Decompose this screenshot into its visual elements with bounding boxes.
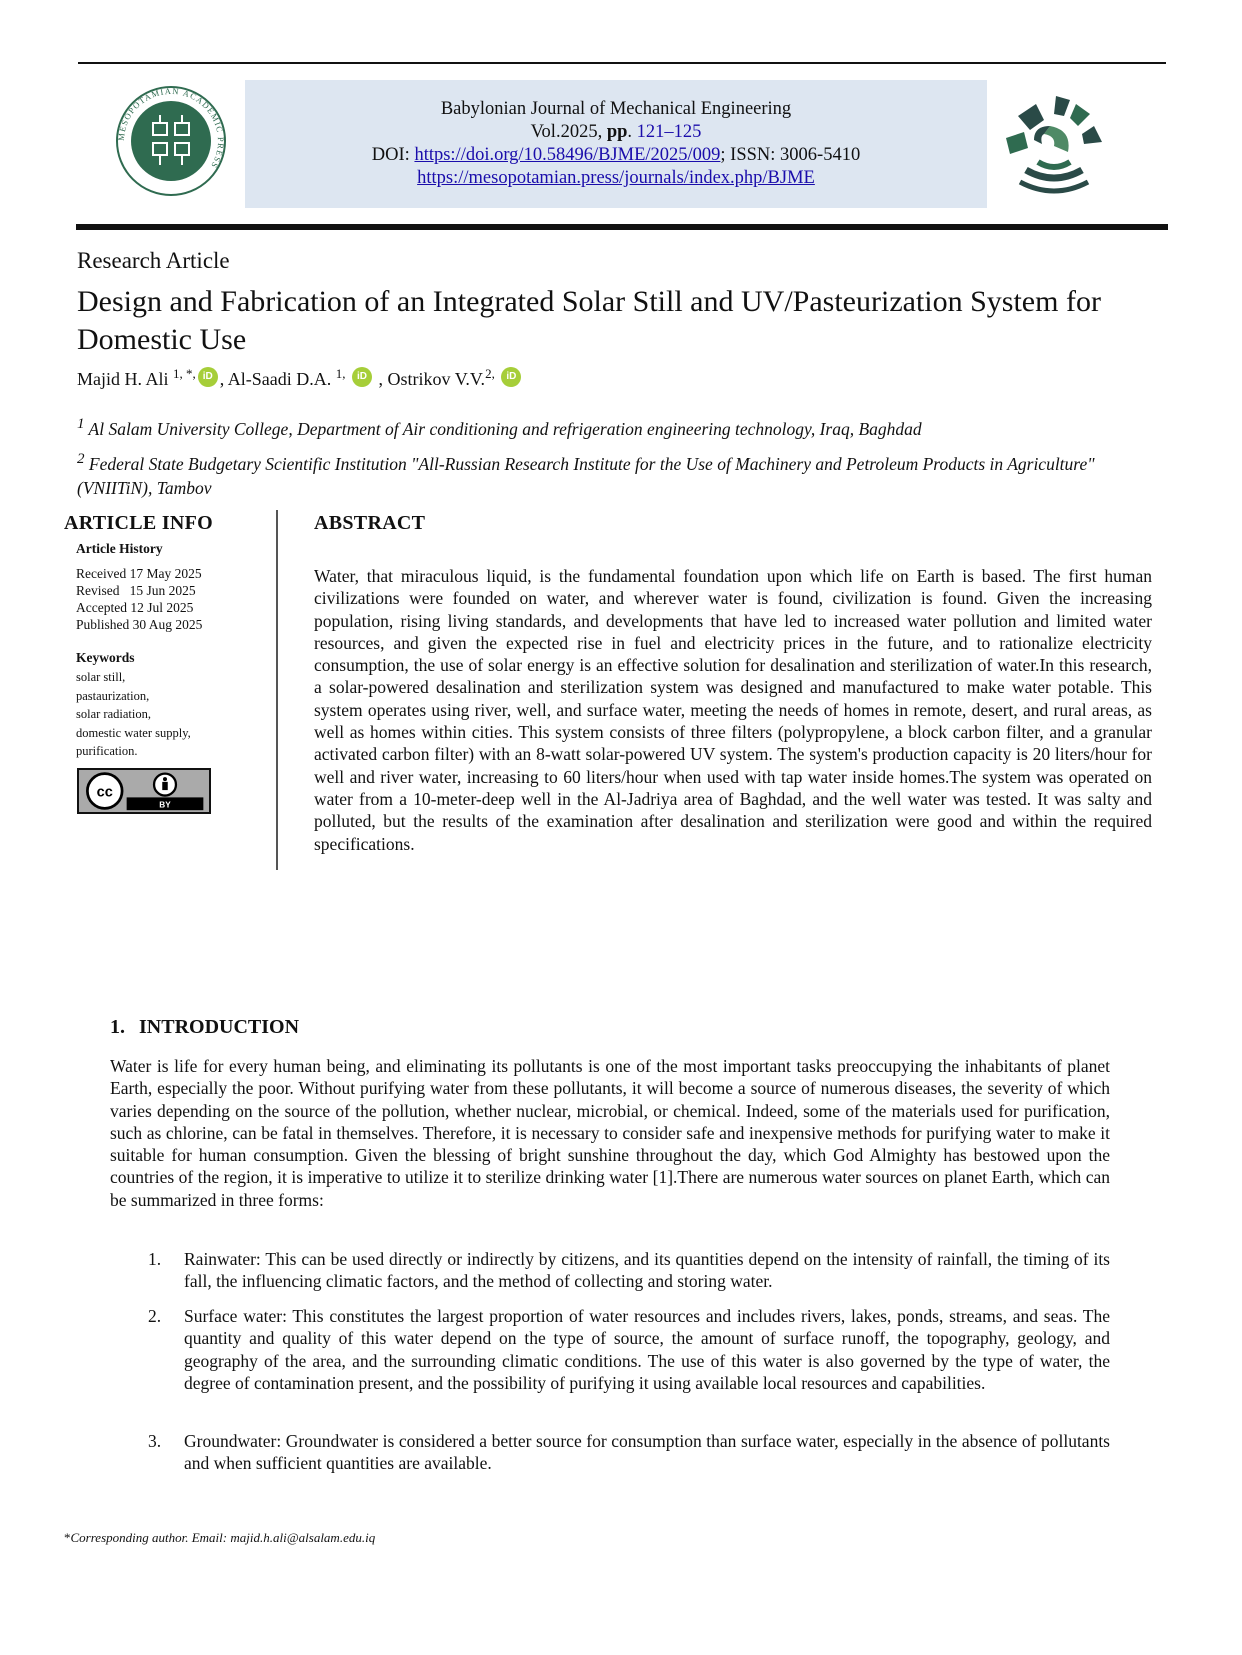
list-text: Rainwater: This can be used directly or indirectly by citizens, and its quantities depend on the intensity of rainfall, the timing of its fall, the influencing climatic factors, and the method of collecting and storing water. — [184, 1249, 1110, 1292]
author-affiliation-mark: 2, — [485, 366, 495, 381]
abstract-heading: ABSTRACT — [314, 512, 426, 534]
doi-link[interactable]: https://doi.org/10.58496/BJME/2025/009 — [414, 145, 721, 165]
author-affiliation-mark: 1, *, — [173, 366, 196, 381]
list-number: 3. — [148, 1431, 162, 1451]
cc-by-license-badge[interactable] — [77, 768, 211, 814]
volume-pages: Vol.2025, pp. 121–125 — [530, 122, 702, 142]
introduction-paragraph: Water is life for every human being, and eliminating its pollutants is one of the most important tasks preoccupying the inhabitants of planet Earth, especially the poor. Without purifying water from these pollutants, it will become a source of numerous diseases, the severity of which varies depending on the source of the pollution, whether nuclear, microbial, or chemical. Indeed, some of the materials used for purification, such as chlorine, can be fatal in themselves. Therefore, it is necessary to consider safe and inexpensive methods for purifying water to make it suitable for human consumption. Given the blessing of bright sunshine throughout the day, which God Almighty has bestowed upon the countries of the region, it is imperative to utilize it to sterilize drinking water [1].There are numerous water sources on planet Earth, which can be summarized in three forms: — [110, 1056, 1110, 1210]
keyword: solar still, — [76, 670, 126, 684]
author-affiliation-mark: 1, — [335, 366, 346, 381]
article-history — [76, 565, 202, 633]
list-number: 1. — [148, 1249, 162, 1269]
page-title: Design and Fabrication of an Integrated Solar Still and UV/Pasteurization System for Domestic Use — [77, 285, 1101, 356]
keywords-list — [76, 668, 191, 761]
journal-url-line — [245, 167, 987, 190]
column-divider — [276, 510, 278, 870]
affiliation-text: Federal State Budgetary Scientific Institution "All-Russian Research Institute for the Use of Machinery and Petroleum Products in Agriculture" (VNIITiN), Tambov — [77, 453, 1095, 498]
issn: ; ISSN: 3006-5410 — [720, 145, 861, 165]
keyword: purification. — [76, 744, 138, 758]
article-type: Research Article — [77, 248, 230, 273]
keyword: pastaurization, — [76, 688, 150, 703]
mesopotamian-press-logo — [115, 85, 227, 197]
section-number: 1. — [110, 1016, 125, 1038]
history-published: Published 30 Aug 2025 — [76, 617, 203, 632]
journal-emblem-logo — [998, 86, 1110, 198]
page-range: 121–125 — [636, 122, 702, 142]
header-rule — [76, 224, 1168, 230]
orcid-icon[interactable]: iD — [198, 367, 218, 387]
footnote-text: Corresponding author. Email: majid.h.ali@alsalam.edu.iq — [70, 1530, 376, 1545]
doi-label: DOI: — [371, 145, 415, 165]
history-revised: Revised 15 Jun 2025 — [76, 583, 196, 598]
history-received: Received 17 May 2025 — [76, 566, 202, 581]
pp-label: pp — [606, 122, 628, 142]
affiliation-text: Al Salam University College, Department of Air conditioning and refrigeration engineering technology, Iraq, Baghdad — [84, 418, 922, 439]
doi-line — [245, 144, 987, 167]
author-list — [77, 366, 523, 390]
journal-info-box — [245, 80, 987, 208]
by-text: BY — [159, 800, 171, 810]
keyword: solar radiation, — [76, 707, 151, 721]
svg-text:MESOPOTAMIAN ACADEMIC PRESS: MESOPOTAMIAN ACADEMIC PRESS — [115, 85, 227, 171]
article-info-heading: ARTICLE INFO — [64, 512, 214, 534]
affiliation-number: 2 — [77, 451, 85, 467]
author-name: , Al-Saadi D.A. — [219, 369, 336, 389]
author-name: Majid H. Ali — [77, 369, 174, 389]
cc-text: cc — [96, 784, 113, 801]
list-number: 2. — [148, 1306, 162, 1326]
keyword: domestic water supply, — [76, 725, 191, 740]
affiliation-number: 1 — [77, 416, 85, 432]
corresponding-author-footnote — [64, 1530, 375, 1546]
abstract-text: Water, that miraculous liquid, is the fundamental foundation upon which life on Earth is based. The first human civilizations were founded on water, and wherever water is found, civilization is found. Given the increasing population, rising living standards, and developments that have led to increased water pollution and limited water resources, and given the expected rise in fuel and electricity prices in the future, and to rationalize electricity consumption, the use of solar energy is an effective solution for desalination and sterilization of water.In this research, a solar-powered desalination and sterilization system was designed and manufactured to make water potable. This system operates using river, well, and surface water, meeting the needs of homes in remote, desert, and rural areas, as well as homes within cities. This system consists of three filters (polypropylene, a block carbon filter, and a granular activated carbon filter) with an 8-watt solar-powered UV system. The system's production capacity is 20 liters/hour for well and river water, increasing to 60 liters/hour when used with tap water inside homes.The system was operated on water from a 10-meter-deep well in the Al-Jadriya area of Baghdad, and the well water was tested. It was salty and polluted, but the results of the examination after desalination and sterilization were good and within the required specifications. — [314, 566, 1152, 854]
orcid-icon[interactable]: iD — [501, 367, 521, 387]
author-name: , Ostrikov V.V. — [374, 369, 486, 389]
list-text: Groundwater: Groundwater is considered a better source for consumption than surface water, especially in the absence of pollutants and when sufficient quantities are available. — [184, 1431, 1110, 1474]
list-text: Surface water: This constitutes the largest proportion of water resources and includes rivers, lakes, ponds, streams, and seas. The quantity and quality of this water depend on the type of source, the amount of surface runoff, the topography, geology, and geography of the area, and the surrounding climatic conditions. The use of this water is also governed by the type of water, the degree of contamination present, and the possibility of purifying it using available local resources and capabilities. — [184, 1306, 1110, 1393]
affiliation-2 — [77, 447, 1172, 500]
article-history-label: Article History — [76, 541, 163, 556]
footnote-star: * — [64, 1530, 71, 1545]
section-title: INTRODUCTION — [139, 1016, 300, 1038]
keywords-label: Keywords — [76, 650, 135, 665]
journal-url-link[interactable]: https://mesopotamian.press/journals/index.php/BJME — [417, 168, 815, 188]
orcid-icon[interactable]: iD — [352, 367, 372, 387]
affiliation-1 — [77, 412, 1172, 441]
introduction-heading — [110, 1016, 299, 1039]
history-accepted: Accepted 12 Jul 2025 — [76, 600, 194, 615]
top-rule — [78, 62, 1166, 64]
volume: Vol.2025, — [530, 122, 607, 142]
journal-name: Babylonian Journal of Mechanical Engineering — [440, 99, 792, 119]
